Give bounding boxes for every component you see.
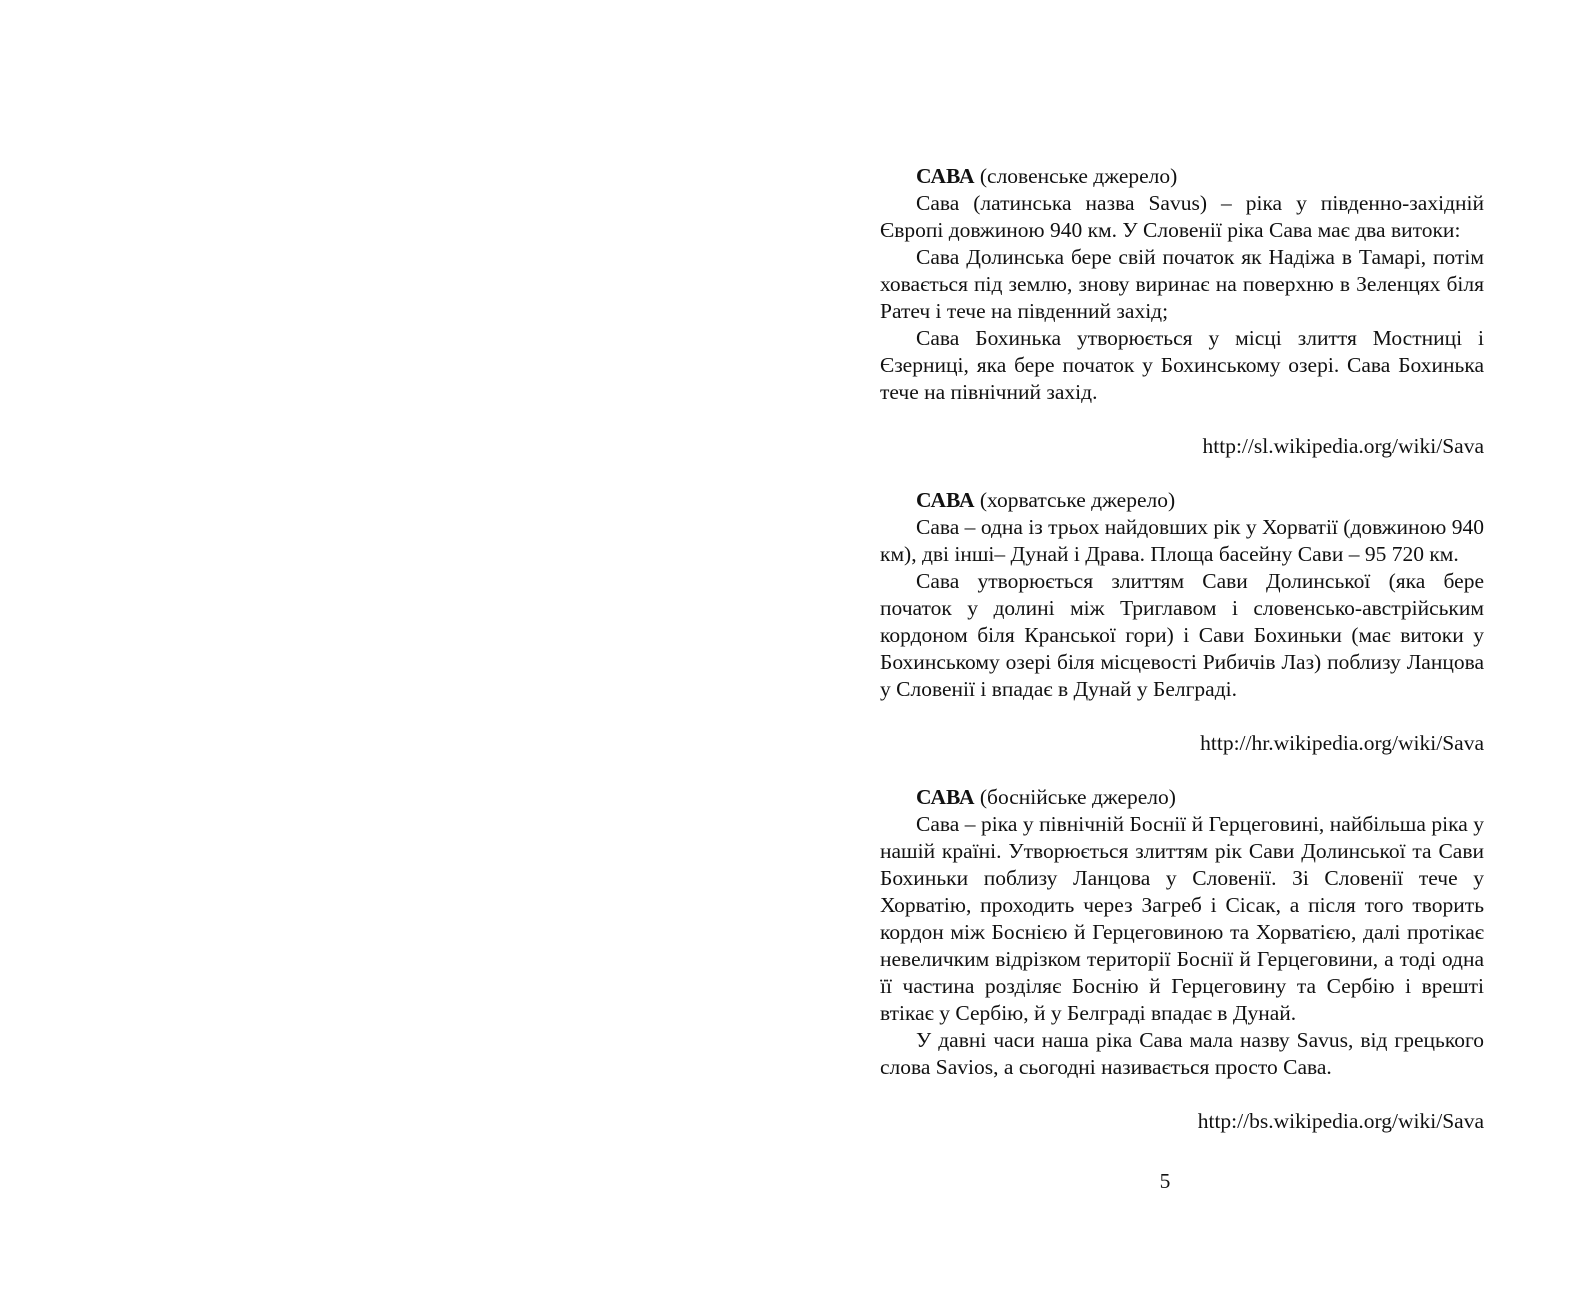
spacer xyxy=(880,703,1484,730)
article-croatian xyxy=(880,487,1484,784)
article-heading xyxy=(880,163,1484,190)
spacer xyxy=(880,460,1484,487)
article-bosnian xyxy=(880,784,1484,1135)
paragraph: Сава (латинська назва Savus) – ріка у південно-західній Європі довжиною 940 км. У Словенії ріка Сава має два витоки: xyxy=(880,191,1484,242)
article-subtitle: (хорватське джерело) xyxy=(974,488,1176,512)
right-page xyxy=(797,0,1594,1299)
article-title: САВА xyxy=(916,488,975,512)
article-heading xyxy=(880,487,1484,514)
article-subtitle: (словенське джерело) xyxy=(974,164,1178,188)
paragraph: У давні часи наша ріка Сава мала назву Savus, від грецького слова Savios, а сьогодні називається просто Сава. xyxy=(880,1028,1484,1079)
article-slovenian xyxy=(880,163,1484,487)
paragraph: Сава Долинська бере свій початок як Надіжа в Тамарі, потім ховається під землю, знову виринає на поверхню в Зеленцях біля Ратеч і тече на південний захід; xyxy=(880,245,1484,323)
spacer xyxy=(880,757,1484,784)
spacer xyxy=(880,406,1484,433)
article-title: САВА xyxy=(916,785,975,809)
source-link: http://bs.wikipedia.org/wiki/Sava xyxy=(1197,1109,1484,1133)
paragraph: Сава – ріка у північній Боснії й Герцеговині, найбільша ріка у нашій країні. Утворюється злиттям рік Сави Долинської та Сави Бохиньки поблизу Ланцова у Словенії. Зі Словенії тече у Хорватію, проходить через Загреб і Сісак, а після того творить кордон між Боснією й Герцеговиною та Хорватією, далі протікає невеличким відрізком території Боснії й Герцеговини, а тоді одна її частина розділяє Боснію й Герцеговину та Сербію і врешті втікає у Сербію, й у Белграді впадає в Дунай. xyxy=(880,812,1484,1025)
article-heading xyxy=(880,784,1484,811)
spacer xyxy=(880,1081,1484,1108)
source-link: http://sl.wikipedia.org/wiki/Sava xyxy=(1202,434,1484,458)
paragraph: Сава Бохинька утворюється у місці злиття Мостниці і Єзерниці, яка бере початок у Бохинському озері. Сава Бохинька тече на північний захід. xyxy=(880,326,1484,404)
page-number: 5 xyxy=(1159,1169,1171,1193)
paragraph: Сава – одна із трьох найдовших рік у Хорватії (довжиною 940 км), дві інші– Дунай і Драва. Площа басейну Сави – 95 720 км. xyxy=(880,515,1484,566)
article-title: САВА xyxy=(916,164,975,188)
text-block xyxy=(880,163,1484,1135)
paragraph: Сава утворюється злиттям Сави Долинської (яка бере початок у долині між Триглавом і словенсько-австрійським кордоном біля Кранської гори) і Сави Бохиньки (має витоки у Бохинському озері біля місцевості Рибичів Лаз) поблизу Ланцова у Словенії і впадає в Дунай у Белграді. xyxy=(880,569,1484,701)
source-link: http://hr.wikipedia.org/wiki/Sava xyxy=(1200,731,1484,755)
article-subtitle: (боснійське джерело) xyxy=(974,785,1176,809)
